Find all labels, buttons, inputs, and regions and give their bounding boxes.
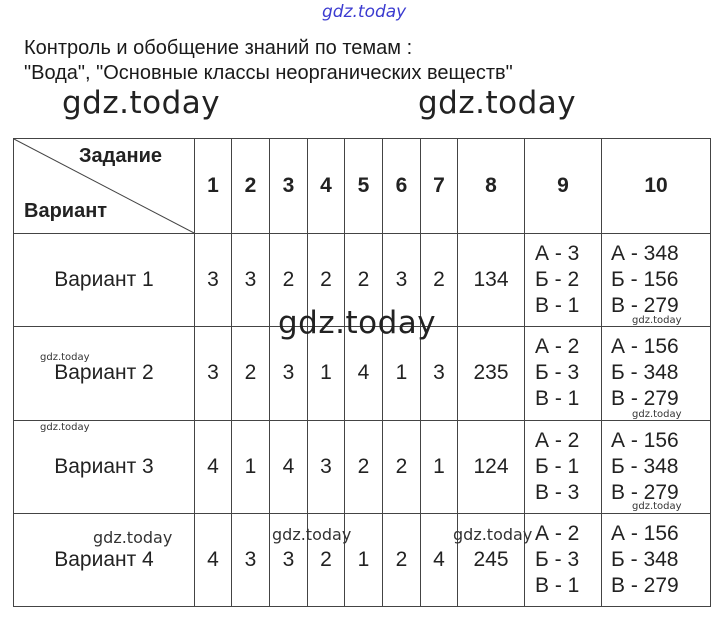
table-cell: 2 xyxy=(232,327,270,420)
match-cell-10 xyxy=(602,420,711,513)
table-cell: 1 xyxy=(421,420,458,513)
match-line: Б - 348 xyxy=(611,454,679,478)
match-line: Б - 3 xyxy=(535,361,580,385)
corner-cell xyxy=(14,139,195,234)
page-title xyxy=(24,36,513,86)
match-line: Б - 2 xyxy=(535,268,580,292)
match-line: В - 1 xyxy=(535,387,580,411)
table-cell: 4 xyxy=(421,513,458,606)
watermark-center: gdz.today xyxy=(278,305,437,341)
match-cell-10 xyxy=(602,327,711,420)
column-header: 9 xyxy=(525,139,602,234)
column-header: 6 xyxy=(383,139,421,234)
table-cell: 3 xyxy=(270,327,308,420)
watermark-small: gdz.today xyxy=(632,501,682,512)
column-header: 8 xyxy=(458,139,525,234)
watermark-medium: gdz.today xyxy=(93,528,173,547)
table-cell: 3 xyxy=(270,513,308,606)
table-cell: 2 xyxy=(383,420,421,513)
match-cell-9 xyxy=(525,234,602,327)
title-line-2: "Вода", "Основные классы неорганических веществ" xyxy=(24,62,513,84)
table-cell: 2 xyxy=(421,234,458,327)
column-header: 10 xyxy=(602,139,711,234)
column-header: 5 xyxy=(345,139,383,234)
match-cell-10 xyxy=(602,513,711,606)
watermark-top: gdz.today xyxy=(322,2,407,22)
watermark-small: gdz.today xyxy=(632,315,682,326)
match-line: А - 3 xyxy=(535,242,580,266)
column-header: 2 xyxy=(232,139,270,234)
table-cell: 2 xyxy=(383,513,421,606)
match-line: В - 279 xyxy=(611,387,679,411)
match-cell-10 xyxy=(602,234,711,327)
match-line: В - 1 xyxy=(535,573,580,597)
table-cell: 4 xyxy=(195,513,232,606)
row-label: Вариант 2 xyxy=(14,327,195,420)
match-line: А - 156 xyxy=(611,335,679,359)
table-cell: 4 xyxy=(195,420,232,513)
match-line: В - 3 xyxy=(535,480,580,504)
watermark-left: gdz.today xyxy=(62,85,221,121)
table-cell: 245 xyxy=(458,513,525,606)
column-header: 1 xyxy=(195,139,232,234)
row-label: Вариант 1 xyxy=(14,234,195,327)
column-header: 3 xyxy=(270,139,308,234)
watermark-medium: gdz.today xyxy=(453,525,533,544)
match-line: Б - 156 xyxy=(611,268,679,292)
table-cell: 2 xyxy=(308,513,345,606)
table-cell: 4 xyxy=(345,327,383,420)
table-cell: 2 xyxy=(345,234,383,327)
match-line: А - 156 xyxy=(611,521,679,545)
match-line: В - 279 xyxy=(611,480,679,504)
table-cell: 134 xyxy=(458,234,525,327)
table-cell: 1 xyxy=(232,420,270,513)
watermark-small: gdz.today xyxy=(40,422,90,433)
match-line: Б - 348 xyxy=(611,361,679,385)
header-variant: Вариант xyxy=(24,200,108,222)
table-cell: 1 xyxy=(345,513,383,606)
watermark-medium: gdz.today xyxy=(272,525,352,544)
row-label: Вариант 3 xyxy=(14,420,195,513)
table-cell: 3 xyxy=(232,513,270,606)
match-line: Б - 3 xyxy=(535,547,580,571)
match-line: В - 1 xyxy=(535,294,580,318)
match-line: Б - 1 xyxy=(535,454,580,478)
table-cell: 2 xyxy=(270,234,308,327)
table-cell: 235 xyxy=(458,327,525,420)
match-cell-9 xyxy=(525,327,602,420)
table-cell: 3 xyxy=(195,327,232,420)
match-line: А - 156 xyxy=(611,428,679,452)
match-line: А - 2 xyxy=(535,335,580,359)
table-cell: 3 xyxy=(308,420,345,513)
match-line: А - 2 xyxy=(535,428,580,452)
match-cell-9 xyxy=(525,420,602,513)
header-row xyxy=(14,139,711,234)
table-cell: 124 xyxy=(458,420,525,513)
table-cell: 1 xyxy=(308,327,345,420)
match-line: А - 348 xyxy=(611,242,679,266)
table-cell: 4 xyxy=(270,420,308,513)
table-cell: 3 xyxy=(195,234,232,327)
column-header: 7 xyxy=(421,139,458,234)
match-line: В - 279 xyxy=(611,573,679,597)
table-cell: 1 xyxy=(383,327,421,420)
match-line: В - 279 xyxy=(611,294,679,318)
table-cell: 3 xyxy=(421,327,458,420)
table-cell: 2 xyxy=(308,234,345,327)
table-cell: 3 xyxy=(383,234,421,327)
row-label: Вариант 4 xyxy=(14,513,195,606)
watermark-right: gdz.today xyxy=(418,85,577,121)
header-task: Задание xyxy=(79,145,162,167)
title-line-1: Контроль и обобщение знаний по темам : xyxy=(24,37,413,59)
table-cell: 2 xyxy=(345,420,383,513)
match-line: Б - 348 xyxy=(611,547,679,571)
watermark-small: gdz.today xyxy=(40,352,90,363)
column-header: 4 xyxy=(308,139,345,234)
match-line: А - 2 xyxy=(535,521,580,545)
table-cell: 3 xyxy=(232,234,270,327)
watermark-small: gdz.today xyxy=(632,409,682,420)
match-cell-9 xyxy=(525,513,602,606)
table-row xyxy=(14,420,711,513)
